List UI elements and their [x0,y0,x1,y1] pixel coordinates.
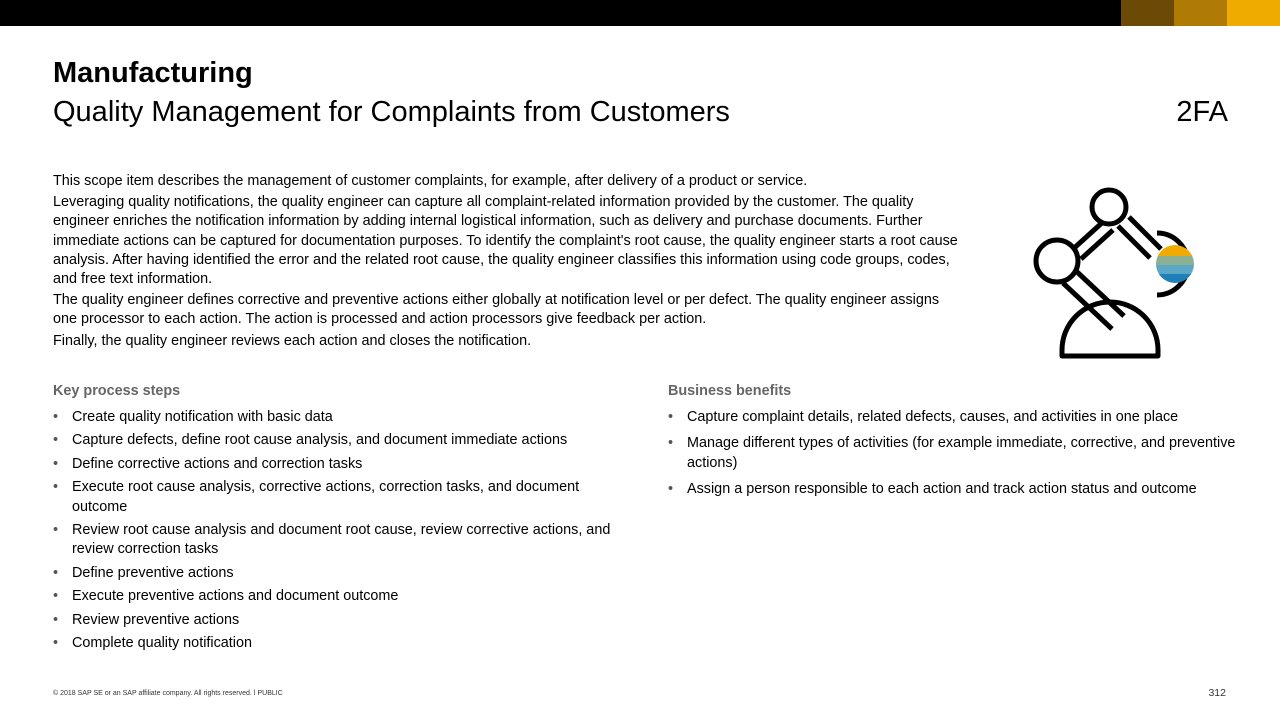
key-process-steps [53,383,613,657]
intro-paragraph: Leveraging quality notifications, the quality engineer can capture all complaint-related information provided by the customer. The quality engineer enriches the notification information by adding internal logistical information, such as delivery and purchase documents. Further immediate actions can be captured for documentation purposes. To identify the complaint's root cause, the quality engineer starts a root cause analysis. After having identified the error and the related root cause, the quality engineer classifies this information using code groups, codes, and free text information. [53,194,958,288]
business-benefits [668,383,1236,507]
list-item: • Capture defects, define root cause analysis, and document immediate actions [53,431,613,450]
robot-arm-icon [1025,180,1205,365]
list-item: • Assign a person responsible to each action and track action status and outcome [668,480,1236,499]
top-bar [0,0,1280,26]
list-item: • Execute root cause analysis, corrective actions, correction tasks, and document outcome [53,478,613,517]
business-benefits-heading: Business benefits [668,383,792,399]
list-item: • Create quality notification with basic data [53,408,613,427]
list-item: • Manage different types of activities (for example immediate, corrective, and preventive actions) [668,434,1236,473]
list-item: • Capture complaint details, related defects, causes, and activities in one place [668,408,1236,427]
page-subtitle: Quality Management for Complaints from Customers [53,96,730,128]
business-benefits-list [668,408,1236,500]
list-item: • Review preventive actions [53,611,613,630]
page-title: Manufacturing [53,57,253,89]
list-item: • Define preventive actions [53,564,613,583]
intro-paragraph: This scope item describes the management of customer complaints, for example, after delivery of a product or service. [53,173,808,189]
copyright-footer: © 2018 SAP SE or an SAP affiliate company. All rights reserved. ǀ PUBLIC [53,690,283,697]
key-process-steps-heading: Key process steps [53,383,181,399]
scope-item-id: 2FA [1176,96,1228,128]
brand-swatch-dark [1121,0,1174,26]
intro-paragraph: The quality engineer defines corrective and preventive actions either globally at notification level or per defect. The quality engineer assigns one processor to each action. The action is processed and action processors give feedback per action. [53,292,940,328]
list-item: • Define corrective actions and correction tasks [53,455,613,474]
list-item: • Review root cause analysis and document root cause, review corrective actions, and review correction tasks [53,521,613,560]
page-number: 312 [1208,687,1226,699]
intro-paragraph: Finally, the quality engineer reviews each action and closes the notification. [53,332,532,349]
list-item: • Complete quality notification [53,634,613,653]
brand-swatch-medium [1174,0,1227,26]
brand-swatch-light [1227,0,1280,26]
intro-description [53,172,965,353]
list-item: • Execute preventive actions and document outcome [53,587,613,606]
key-process-steps-list [53,408,613,653]
